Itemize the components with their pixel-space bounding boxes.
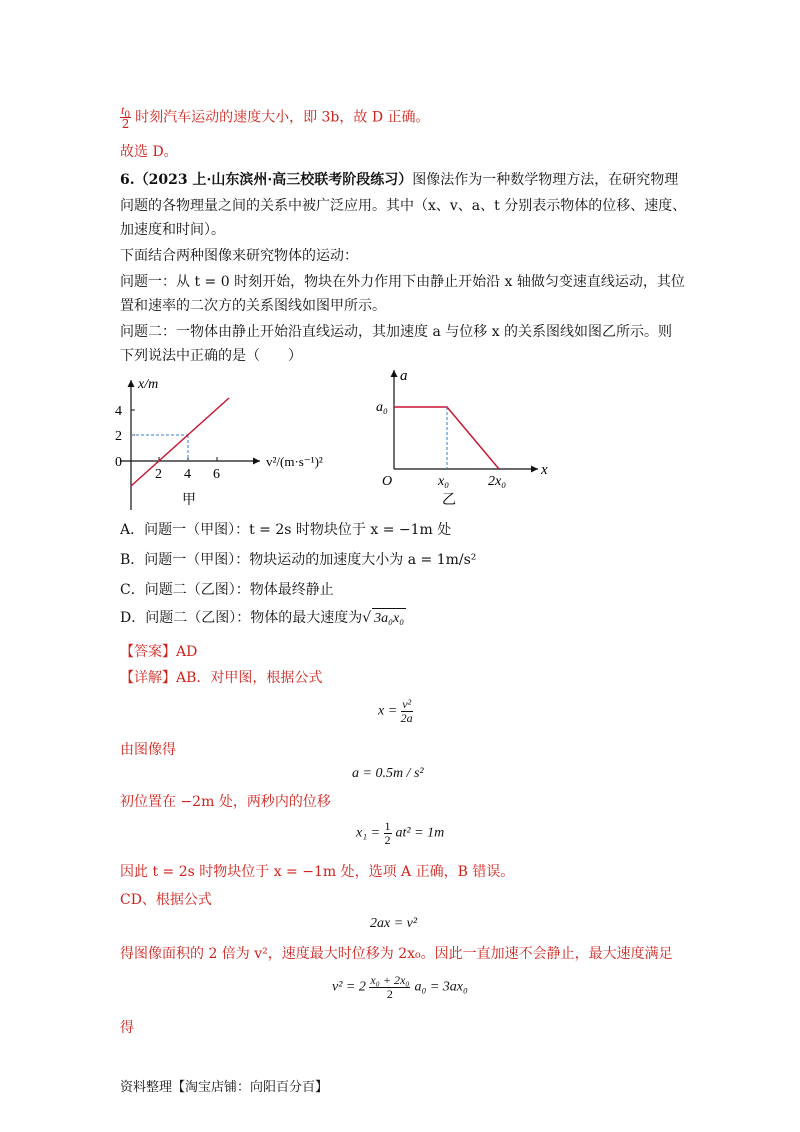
yi-x-label: x xyxy=(541,462,548,478)
footer-text: 资料整理【淘宝店铺：向阳百分百】 xyxy=(120,1080,329,1095)
yi-xtick-x0: x₀ xyxy=(438,474,450,489)
yi-ytick-a0: a₀ xyxy=(376,400,388,415)
area-text: 得图像面积的 2 倍为 v²，速度最大时位移为 2x₀。因此一直加速不会静止，最大速度满足 xyxy=(120,946,673,962)
question-source: （2023 上·山东滨州·高三校联考阶段练习） xyxy=(134,172,413,188)
question-number: 6. xyxy=(120,172,135,188)
option-d: D．问题二（乙图）：物体的最大速度为√ 3a₀x₀ xyxy=(120,608,406,629)
answer-label: 【答案】AD xyxy=(120,644,198,660)
option-a: A．问题一（甲图）：t = 2s 时物块位于 x = −1m 处 xyxy=(120,522,452,538)
jia-ytick-0: 0 xyxy=(115,455,122,470)
de-text: 得 xyxy=(120,1020,134,1036)
graph-yi xyxy=(378,362,558,522)
jia-xtick-6: 6 xyxy=(213,467,220,482)
conclusion-ab: 因此 t = 2s 时物块位于 x = −1m 处，选项 A 正确，B 错误。 xyxy=(120,864,515,880)
question-line-6: 置和速率的二次方的关系图线如图甲所示。 xyxy=(120,298,386,314)
jia-x-label: v²/(m·s⁻¹)² xyxy=(266,454,323,469)
jia-xtick-4: 4 xyxy=(184,467,191,482)
yi-y-label: a xyxy=(400,368,408,384)
cd-label: CD、根据公式 xyxy=(120,892,212,908)
question-line-3: 加速度和时间）。 xyxy=(120,222,225,238)
jia-y-label: x/m xyxy=(138,377,159,392)
graph-jia xyxy=(110,370,360,520)
jia-ytick-2: 2 xyxy=(115,429,122,444)
jia-caption: 甲 xyxy=(182,492,196,508)
equation-4: 2ax = v² xyxy=(370,916,418,931)
detail-label: 【详解】AB．对甲图，根据公式 xyxy=(120,670,323,686)
yi-origin: O xyxy=(382,474,393,489)
question-line-1: 6.（2023 上·山东滨州·高三校联考阶段练习）图像法作为一种数学物理方法，在研究物理 xyxy=(120,172,679,188)
option-c: C．问题二（乙图）：物体最终静止 xyxy=(120,582,334,598)
question-line-4: 下面结合两种图像来研究物体的运动： xyxy=(120,248,358,264)
top-line xyxy=(120,104,430,131)
equation-2: a = 0.5m / s² xyxy=(352,766,424,781)
option-b: B．问题一（甲图）：物块运动的加速度大小为 a = 1m/s² xyxy=(120,552,477,568)
jia-xtick-2: 2 xyxy=(155,467,162,482)
equation-1: x = $\frac{\text{v²}}{2a}$ xyxy=(378,697,413,725)
top-text: 时刻汽车运动的速度大小，即 3b，故 D 正确。 xyxy=(135,109,430,126)
yi-caption: 乙 xyxy=(442,492,456,508)
question-line-7: 问题二：一物体由静止开始沿直线运动，其加速度 a 与位移 x 的关系图线如图乙所示。则 xyxy=(120,324,673,340)
top-fraction: $\frac{t_0}{2}$ xyxy=(121,103,131,131)
equation-5: v² = 2 $\frac{\text{x₀ + 2x₀}}{2}$ a₀ = 3ax₀ xyxy=(332,973,468,1001)
top-conclusion: 故选 D。 xyxy=(120,144,178,160)
equation-3: x₁ = $\frac{1}{2}$ at² = 1m xyxy=(356,819,445,847)
yi-xtick-2x0: 2x₀ xyxy=(488,474,507,489)
jia-ytick-4: 4 xyxy=(115,404,122,419)
from-graph-text: 由图像得 xyxy=(120,742,176,758)
question-line-2: 问题的各物理量之间的关系中被广泛应用。其中（x、v、a、t 分别表示物体的位移、速度、 xyxy=(120,198,687,214)
initial-position-text: 初位置在 −2m 处，两秒内的位移 xyxy=(120,794,331,810)
question-line-5: 问题一：从 t = 0 时刻开始，物块在外力作用下由静止开始沿 x 轴做匀变速直线运动，其位 xyxy=(120,274,685,290)
question-line-8: 下列说法中正确的是（ ） xyxy=(120,348,302,364)
